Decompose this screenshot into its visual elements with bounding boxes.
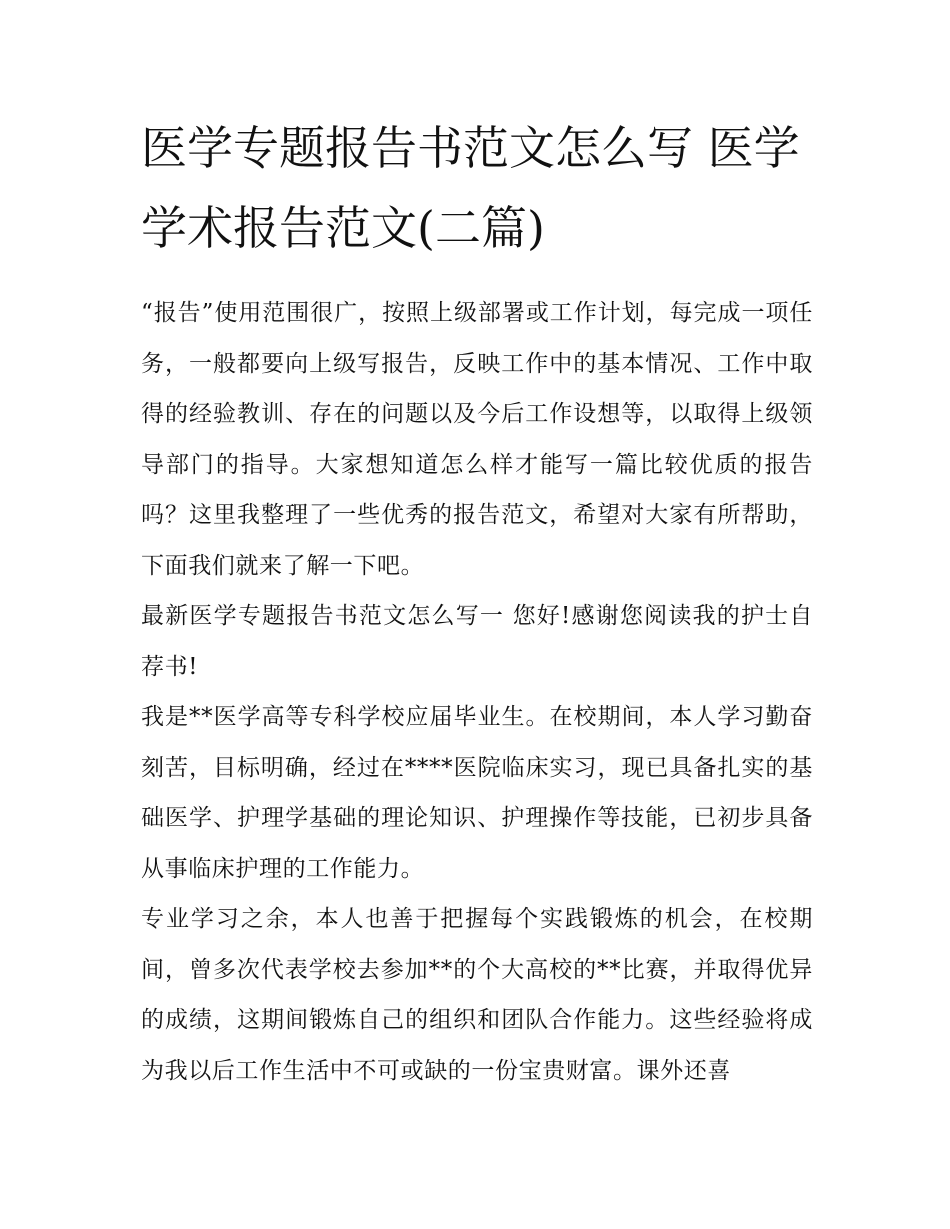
paragraph-greeting: 最新医学专题报告书范文怎么写一 您好!感谢您阅读我的护士自荐书! <box>141 603 813 680</box>
paragraph-intro: “报告”使用范围很广，按照上级部署或工作计划，每完成一项任务，一般都要向上级写报告，反映工作中的基本情况、工作中取得的经验教训、存在的问题以及今后工作设想等，以取得上级领导部门的指导。大家想知道怎么样才能写一篇比较优质的报告吗？这里我整理了一些优秀的报告范文，希望对大家有所帮助，下面我们就来了解一下吧。 <box>141 300 813 579</box>
document-body <box>141 108 813 1096</box>
paragraph-background: 我是**医学高等专科学校应届毕业生。在校期间，本人学习勤奋刻苦，目标明确，经过在****医院临床实习，现已具备扎实的基础医学、护理学基础的理论知识、护理操作等技能，已初步具备从事临床护理的工作能力。 <box>141 704 813 882</box>
document-title: 医学专题报告书范文怎么写 医学学术报告范文(二篇) <box>141 121 800 255</box>
paragraph-activities: 专业学习之余，本人也善于把握每个实践锻炼的机会，在校期间，曾多次代表学校去参加**的个大高校的**比赛，并取得优异的成绩，这期间锻炼自己的组织和团队合作能力。这些经验将成为我以后工作生活中不可或缺的一份宝贵财富。课外还喜 <box>141 906 813 1084</box>
